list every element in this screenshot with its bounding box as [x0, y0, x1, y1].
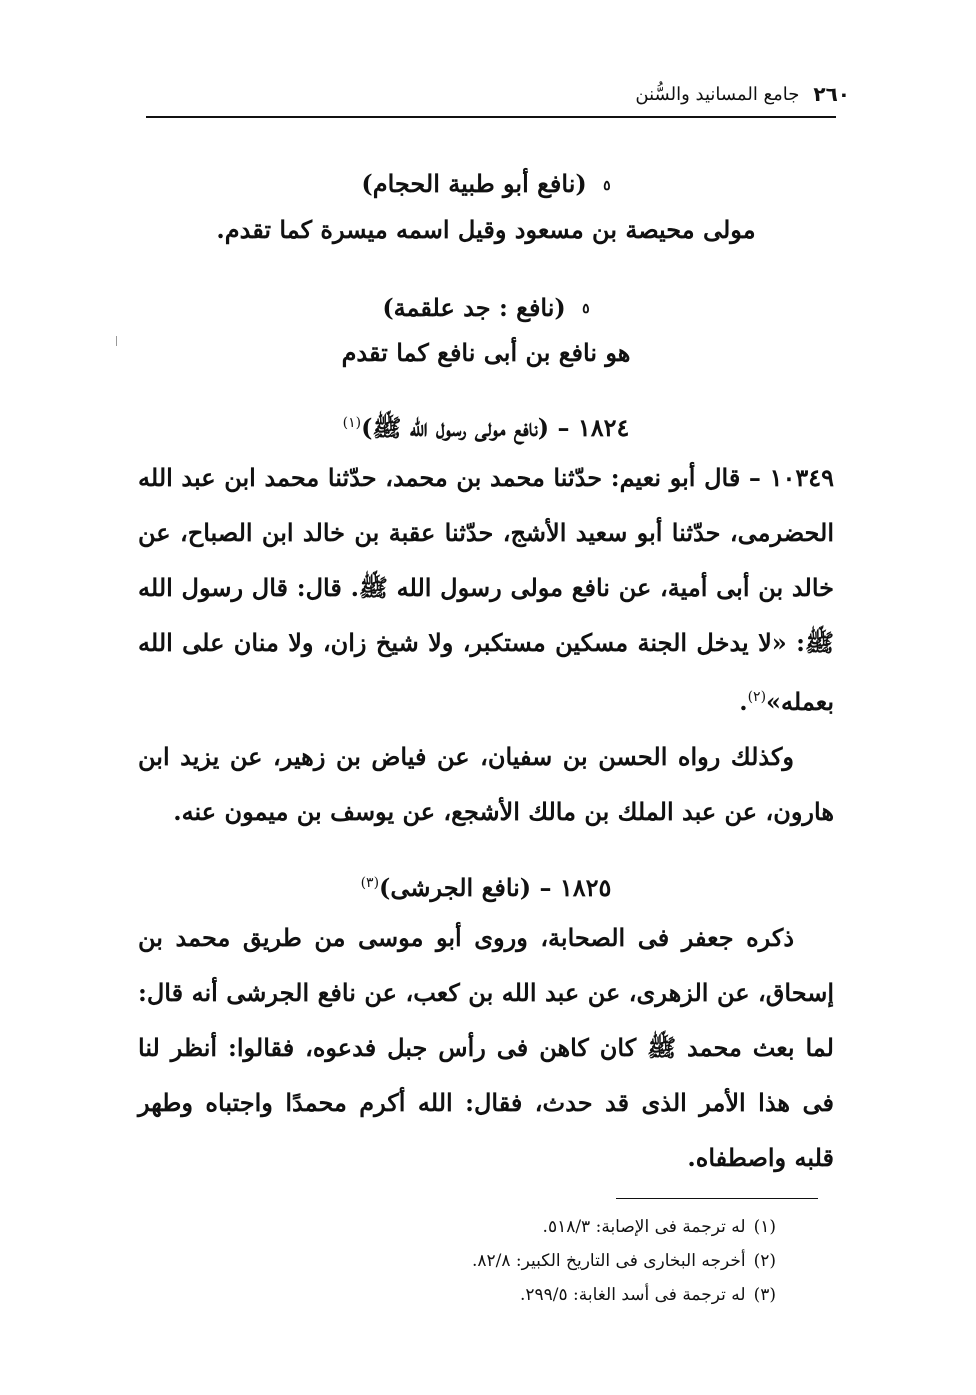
- footnote-rule: [616, 1198, 818, 1199]
- entry-heading-1825: [138, 861, 834, 910]
- narration-paragraph: وكذلك رواه الحسن بن سفيان، عن فياض بن زهير، عن يزيد ابن هارون، عن عبد الملك بن مالك الأشجع، عن يوسف بن ميمون عنه.: [138, 742, 834, 826]
- footnotes: [176, 1210, 776, 1312]
- page-content: [138, 150, 834, 1185]
- page-number: ٢٦٠: [813, 82, 850, 106]
- footnote-item: [176, 1278, 776, 1312]
- hadith-paragraph-10349: [138, 450, 834, 729]
- entry-heading-text: ١٨٢٥ – (نافع الجرشى): [379, 873, 612, 902]
- footnote-text: له ترجمة فى أسد الغابة: ٢٩٩/٥.: [519, 1285, 746, 1305]
- book-title: جامع المسانيد والسُّنن: [635, 83, 800, 105]
- footnote-item: [176, 1244, 776, 1278]
- entry-heading-1824: [138, 401, 834, 450]
- entry-heading-nafi-abu-tibah: [138, 162, 834, 208]
- entry-heading-text: (نافع أبو طبية الحجام): [361, 169, 587, 198]
- running-header: [140, 78, 850, 110]
- footnote-ref: (٢): [747, 689, 767, 705]
- footnote-item: [176, 1210, 776, 1244]
- footnote-marker: (١): [753, 1217, 776, 1237]
- paragraph-end: .: [739, 687, 748, 716]
- biography-paragraph: ذكره جعفر فى الصحابة، وروى أبو موسى من طريق محمد بن إسحاق، عن الزهرى، عن عبد الله بن كعب، عن نافع الجرشى أنه قال: لما بعث محمد ﷺ كان كاهن فى رأس جبل فدعوه، فقالوا: أنظر لنا فى هذا الأمر الذى قد حدث، فقال: الله أكرم محمدًا واجتباه وطهر قلبه واصطفاه.: [138, 923, 834, 1172]
- footnote-marker: (٣): [753, 1285, 776, 1305]
- entry-heading-text: ١٨٢٤ – (نافع مولى رسول الله ﷺ): [361, 413, 630, 442]
- margin-mark: [116, 336, 117, 346]
- entry-description: مولى محيصة بن مسعود وقيل اسمه ميسرة كما تقدم.: [216, 214, 756, 244]
- paragraph-text: ١٠٣٤٩ – قال أبو نعيم: حدّثنا محمد بن محمد، حدّثنا محمد ابن عبد الله الحضرمى، حدّثنا أبو سعيد الأشج، حدّثنا عقبة بن خالد ابن الصباح، عن خالد بن أبى أمية، عن نافع مولى رسول الله ﷺ. قال: قال رسول الله ﷺ: «لا يدخل الجنة مسكين مستكبر، ولا شيخ زان، ولا منان على الله بعمله»: [138, 463, 835, 716]
- footnote-ref: (٣): [360, 875, 380, 891]
- footnote-text: أخرجه البخارى فى التاريخ الكبير: ٨٢/٨.: [472, 1251, 746, 1271]
- entry-heading-text: (نافع : جد علقمة): [382, 292, 566, 322]
- entry-description: هو نافع بن أبى نافع كما تقدم: [341, 338, 631, 367]
- header-rule: [146, 116, 836, 118]
- entry-bullet: ٥: [582, 301, 590, 317]
- footnote-ref: (١): [342, 415, 362, 431]
- footnote-marker: (٢): [753, 1251, 776, 1271]
- entry-bullet: ٥: [603, 177, 611, 194]
- footnote-text: له ترجمة فى الإصابة: ٥١٨/٣.: [542, 1217, 746, 1237]
- entry-heading-nafi-jadd-alqamah: [138, 286, 834, 332]
